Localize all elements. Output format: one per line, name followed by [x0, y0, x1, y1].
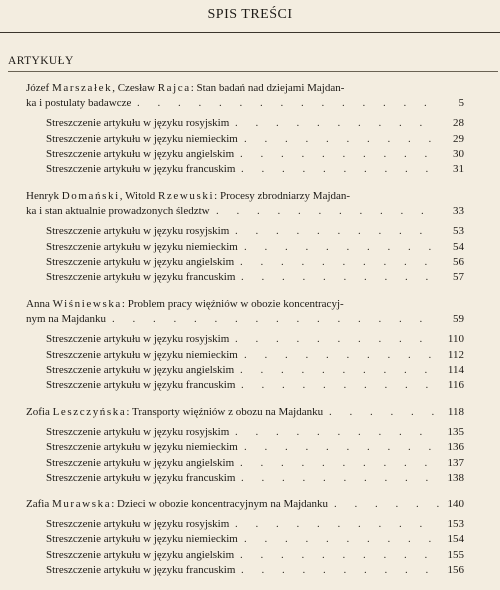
summary-label: Streszczenie artykułu w języku niemieckim — [46, 533, 238, 546]
summary-label: Streszczenie artykułu w języku rosyjskim — [46, 225, 230, 238]
summary-label: Streszczenie artykułu w języku niemieckim — [46, 348, 238, 361]
author-surname: Domański — [61, 190, 120, 202]
summary-entry — [0, 517, 500, 532]
page-number: 154 — [447, 533, 464, 546]
page-number: 112 — [447, 348, 464, 361]
article-entry — [0, 497, 500, 512]
page-number: 135 — [447, 426, 464, 438]
article-heading — [26, 81, 344, 96]
page-number: 5 — [458, 97, 464, 110]
page-number: 116 — [447, 379, 464, 392]
dot-leader — [334, 497, 440, 512]
article-heading — [26, 497, 328, 512]
page-number: 56 — [453, 255, 464, 268]
article-title: : Transporty więźniów z obozu na Majdanku — [126, 406, 324, 418]
page-number: 31 — [453, 163, 464, 176]
summary-entry — [0, 348, 500, 363]
summary-label: Streszczenie artykułu w języku francuskim — [46, 379, 236, 392]
author-surname: Leszczyńska — [52, 406, 127, 418]
dot-leader — [241, 270, 440, 285]
author-firstname: Anna — [26, 298, 53, 310]
summary-entry — [0, 116, 500, 131]
page-number: 114 — [447, 363, 464, 376]
page-number: 53 — [453, 225, 464, 238]
dot-leader — [244, 240, 440, 255]
summary-entry — [0, 224, 500, 239]
page-number: 136 — [447, 441, 464, 454]
summary-label: Streszczenie artykułu w języku rosyjskim — [46, 333, 230, 346]
article-title-continued: nym na Majdanku — [26, 313, 107, 326]
section-rule — [8, 71, 498, 72]
article-entry — [0, 81, 500, 96]
dot-leader — [240, 548, 440, 563]
author-firstname: , Czesław — [112, 82, 158, 94]
summary-label: Streszczenie artykułu w języku angielskim — [46, 456, 235, 469]
summary-label: Streszczenie artykułu w języku francuskim — [46, 471, 236, 484]
summary-label: Streszczenie artykułu w języku rosyjskim — [46, 426, 230, 438]
dot-leader — [235, 425, 440, 440]
dot-leader — [244, 348, 440, 363]
dot-leader — [240, 363, 440, 378]
page-number: 110 — [447, 333, 464, 346]
article-title: : Procesy zbrodniarzy Majdan- — [214, 190, 351, 202]
summary-entry — [0, 425, 500, 440]
author-surname: Wiśniewska — [52, 298, 122, 310]
author-firstname: Henryk — [26, 190, 62, 202]
page-number: 118 — [447, 406, 464, 418]
article-title: : Problem pracy więźniów w obozie koncentracyj- — [121, 298, 344, 310]
section-heading: ARTYKUŁY — [8, 55, 74, 67]
summary-entry — [0, 147, 500, 162]
article-entry-continued — [0, 204, 500, 219]
dot-leader — [244, 132, 440, 147]
summary-label: Streszczenie artykułu w języku francuskim — [46, 163, 236, 176]
dot-leader — [241, 162, 440, 177]
author-surname: Rajca — [157, 82, 191, 94]
summary-entry — [0, 378, 500, 393]
page-number: 33 — [453, 205, 464, 218]
summary-entry — [0, 162, 500, 177]
dot-leader — [241, 471, 440, 486]
page-number: 153 — [447, 518, 464, 530]
author-firstname: , Witold — [119, 190, 158, 202]
article-entry — [0, 405, 500, 420]
dot-leader — [240, 456, 440, 471]
summary-label: Streszczenie artykułu w języku niemieckim — [46, 132, 238, 145]
summary-entry — [0, 456, 500, 471]
page-number: 30 — [453, 147, 464, 160]
article-title-continued: ka i postulaty badawcze — [26, 97, 132, 110]
summary-label: Streszczenie artykułu w języku rosyjskim — [46, 117, 230, 130]
summary-label: Streszczenie artykułu w języku niemieckim — [46, 441, 238, 454]
summary-label: Streszczenie artykułu w języku niemieckim — [46, 240, 238, 253]
summary-entry — [0, 363, 500, 378]
summary-entry — [0, 332, 500, 347]
summary-label: Streszczenie artykułu w języku francuskim — [46, 271, 236, 284]
summary-label: Streszczenie artykułu w języku francuskim — [46, 563, 236, 576]
page-number: 28 — [453, 117, 464, 130]
author-surname: Marszałek — [51, 82, 113, 94]
dot-leader — [137, 96, 440, 111]
dot-leader — [244, 532, 440, 547]
dot-leader — [216, 204, 440, 219]
article-heading — [26, 297, 344, 312]
dot-leader — [241, 563, 440, 578]
page-number: 137 — [447, 456, 464, 469]
author-surname: Murawska — [51, 498, 112, 510]
summary-label: Streszczenie artykułu w języku angielskim — [46, 363, 235, 376]
summary-entry — [0, 255, 500, 270]
article-entry-continued — [0, 312, 500, 327]
dot-leader — [240, 255, 440, 270]
article-heading — [26, 405, 323, 420]
summary-label: Streszczenie artykułu w języku angielskim — [46, 548, 235, 561]
dot-leader — [240, 147, 440, 162]
summary-label: Streszczenie artykułu w języku angielskim — [46, 147, 235, 160]
article-entry-continued — [0, 96, 500, 111]
author-firstname: Zofia — [26, 406, 53, 418]
article-heading — [26, 189, 350, 204]
dot-leader — [244, 440, 440, 455]
author-firstname: Zafia — [26, 498, 52, 510]
author-surname: Rzewuski — [157, 190, 215, 202]
page-number: 29 — [453, 132, 464, 145]
dot-leader — [235, 332, 440, 347]
title-rule — [0, 32, 500, 33]
article-title: : Stan badań nad dziejami Majdan- — [190, 82, 345, 94]
author-firstname: Józef — [26, 82, 52, 94]
article-entry — [0, 297, 500, 312]
summary-label: Streszczenie artykułu w języku angielskim — [46, 255, 235, 268]
page-number: 54 — [453, 240, 464, 253]
summary-entry — [0, 270, 500, 285]
page-title: SPIS TREŚCI — [207, 7, 293, 22]
summary-entry — [0, 471, 500, 486]
article-title: : Dzieci w obozie koncentracyjnym na Majdanku — [111, 498, 329, 510]
dot-leader — [329, 405, 440, 420]
summary-entry — [0, 563, 500, 578]
summary-label: Streszczenie artykułu w języku rosyjskim — [46, 518, 230, 530]
dot-leader — [235, 116, 440, 131]
dot-leader — [235, 517, 440, 532]
summary-entry — [0, 548, 500, 563]
page-number: 59 — [453, 313, 464, 326]
summary-entry — [0, 132, 500, 147]
page-number: 155 — [447, 548, 464, 561]
dot-leader — [112, 312, 440, 327]
article-entry — [0, 189, 500, 204]
page-number: 138 — [447, 471, 464, 484]
dot-leader — [235, 224, 440, 239]
summary-entry — [0, 240, 500, 255]
page-number: 156 — [447, 563, 464, 576]
summary-entry — [0, 532, 500, 547]
page-number: 140 — [447, 498, 464, 510]
summary-entry — [0, 440, 500, 455]
dot-leader — [241, 378, 440, 393]
page-number: 57 — [453, 271, 464, 284]
article-title-continued: ka i stan aktualnie prowadzonych śledztw — [26, 205, 210, 218]
